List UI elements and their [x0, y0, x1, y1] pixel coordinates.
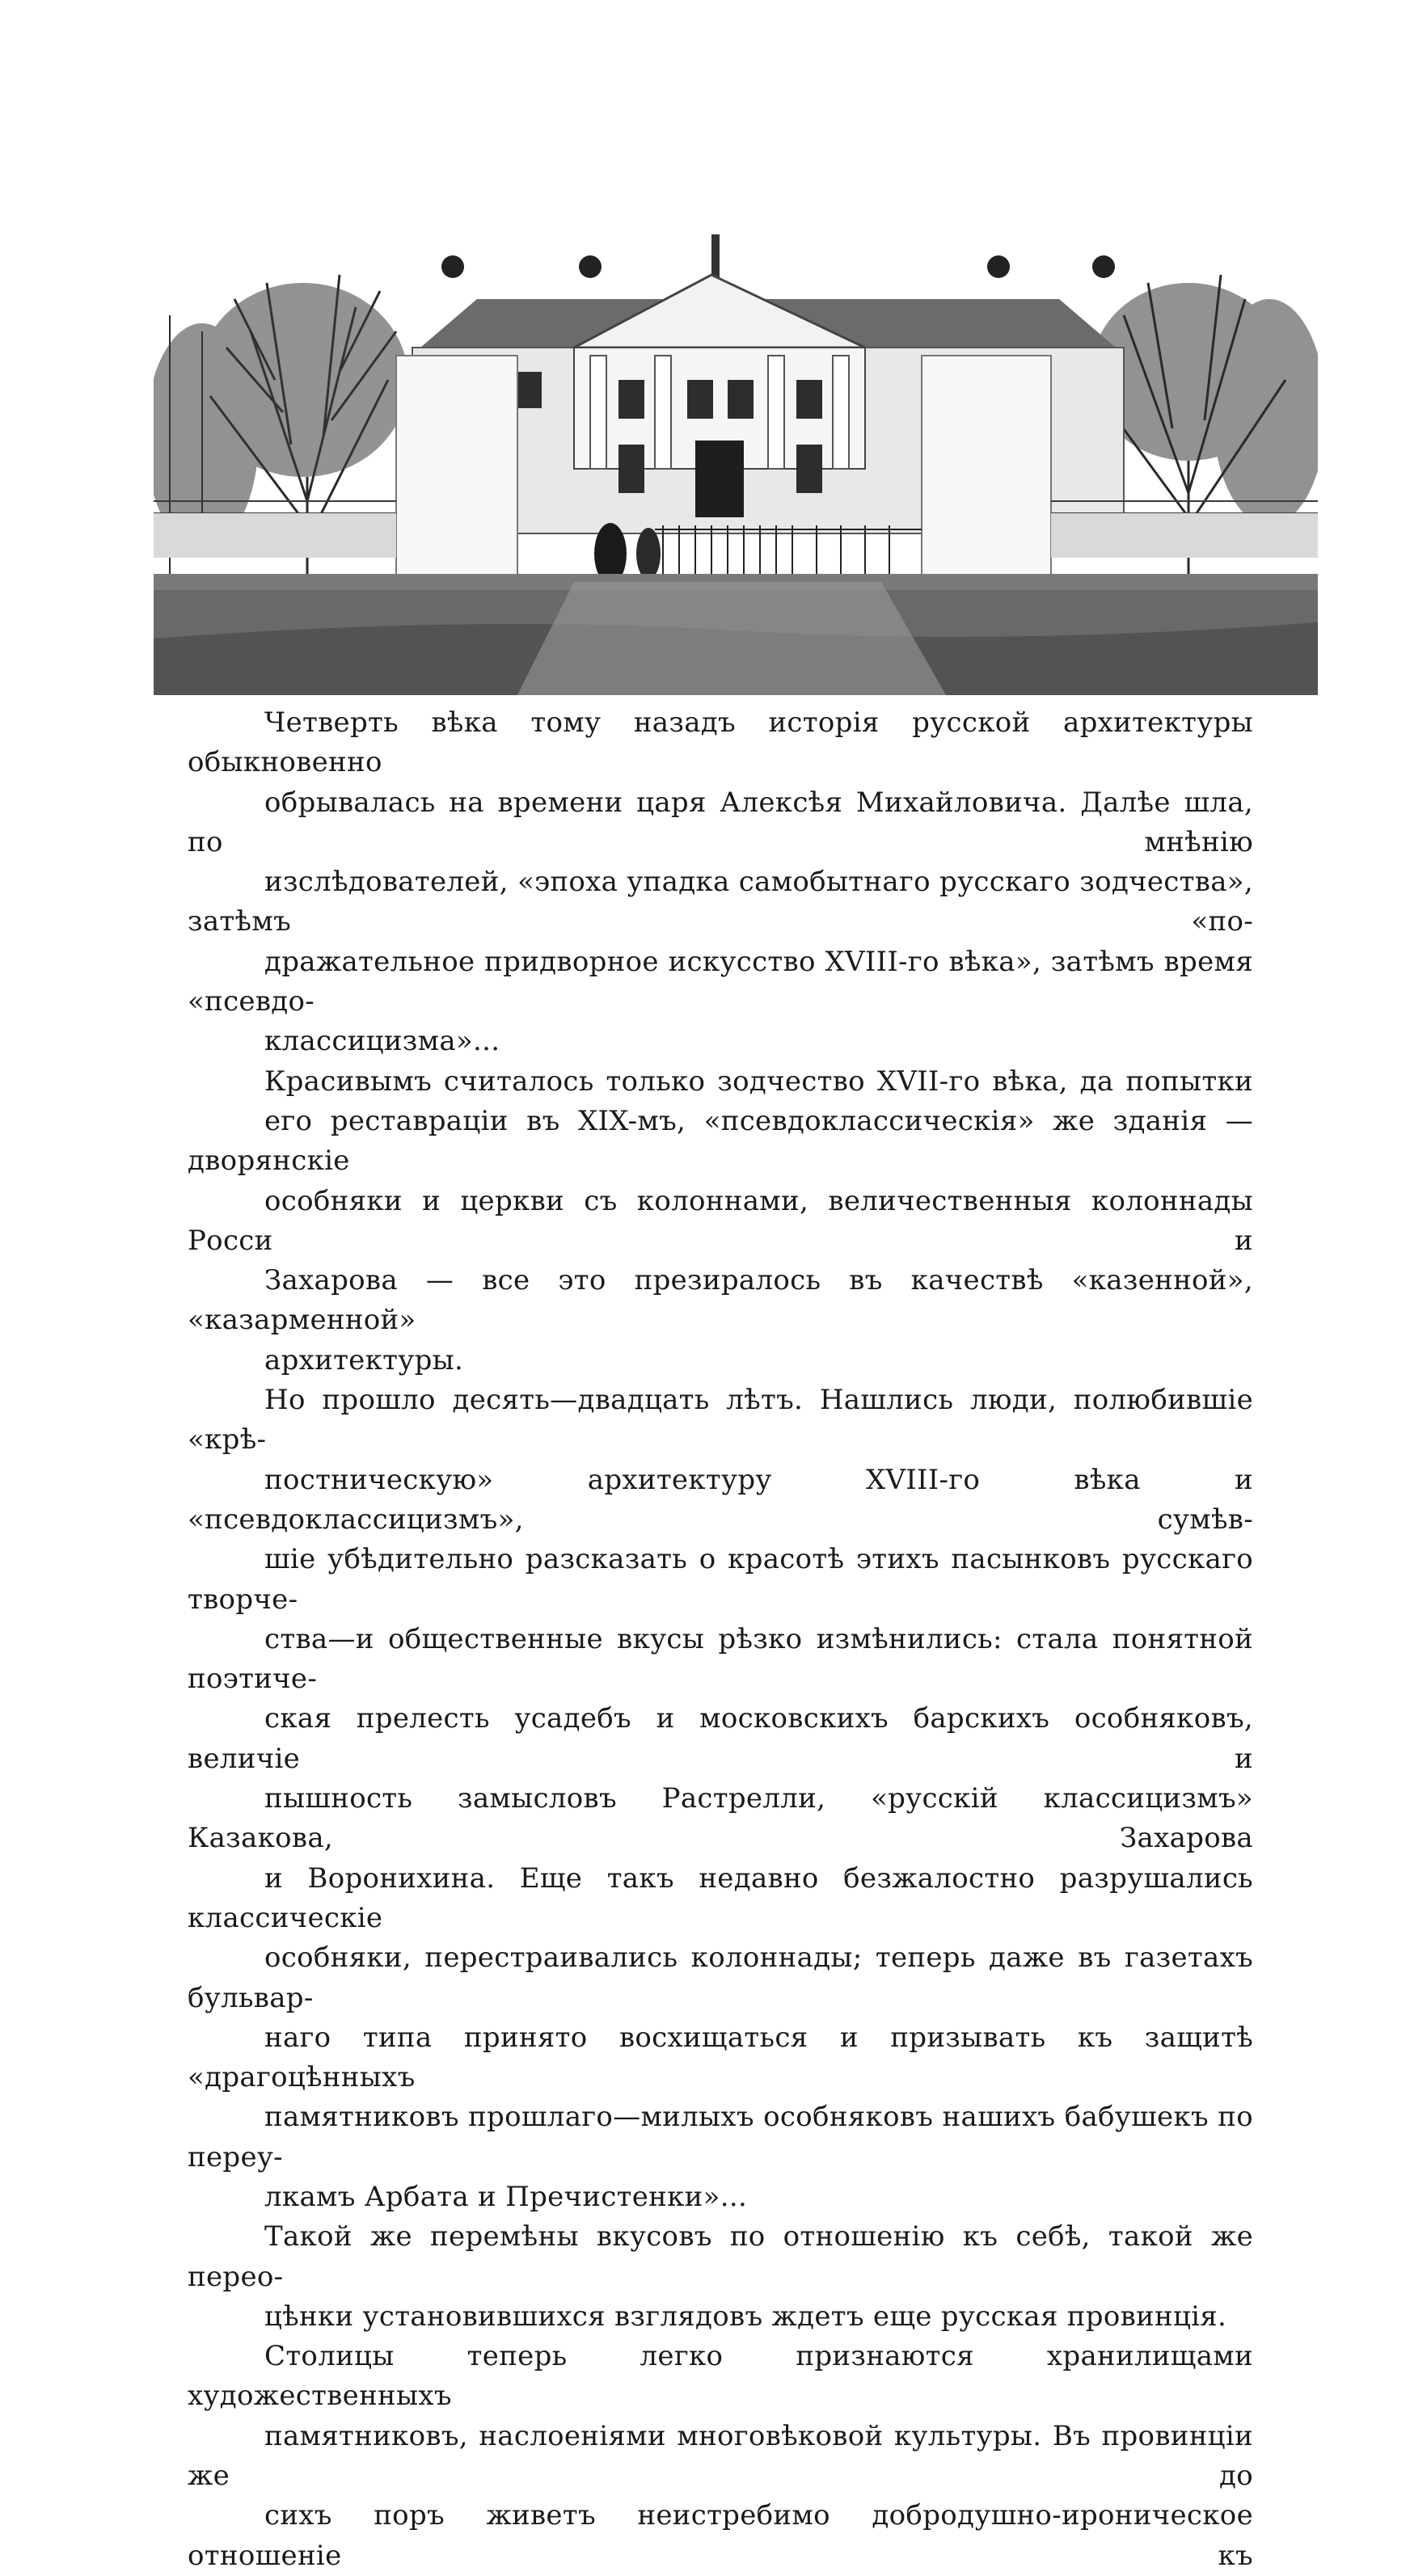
- paragraph-3: [188, 1381, 1253, 2217]
- text-line: особняки, перестраивались колоннады; теперь даже въ газетахъ бульвар-: [188, 1941, 1253, 2014]
- body-text: [188, 703, 1253, 2576]
- text-line: его реставраціи въ XIX-мъ, «псевдоклассическія» же зданія — дворянскіе: [188, 1104, 1253, 1178]
- paragraph-1: [188, 703, 1253, 1062]
- text-line: постническую» архитектуру XVIII-го вѣка и «псевдоклассицизмъ», сумѣв-: [188, 1463, 1253, 1536]
- text-line: пышность замысловъ Растрелли, «русскій классицизмъ» Казакова, Захарова: [188, 1782, 1253, 1855]
- paragraph-5: [188, 2337, 1253, 2576]
- text-line: изслѣдователей, «эпоха упадка самобытнаго русскаго зодчества», затѣмъ «по-: [188, 866, 1253, 938]
- text-line: памятниковъ прошлаго—милыхъ особняковъ нашихъ бабушекъ по переу-: [188, 2101, 1253, 2173]
- text-line: сихъ поръ живетъ неистребимо добродушно-ироническое отношеніе къ: [188, 2499, 1253, 2572]
- text-line: наго типа принято восхищаться и призывать къ защитѣ «драгоцѣнныхъ: [188, 2021, 1253, 2094]
- text-line: Захарова — все это презиралось въ качествѣ «казенной», «казарменной»: [188, 1264, 1253, 1337]
- building-photo: [154, 234, 1318, 695]
- text-line: цѣнки установившихся взглядовъ ждетъ еще русская провинція.: [264, 2300, 1227, 2333]
- paragraph-4: [188, 2217, 1253, 2337]
- text-line: Четверть вѣка тому назадъ исторія русской архитектуры обыкновенно: [188, 706, 1253, 779]
- text-line: ства—и общественные вкусы рѣзко измѣнились: стала понятной поэтиче-: [188, 1622, 1253, 1696]
- text-line: Такой же перемѣны вкусовъ по отношенію къ себѣ, такой же перео-: [188, 2220, 1253, 2293]
- text-line: обрывалась на времени царя Алексѣя Михайловича. Далѣе шла, по мнѣнію: [188, 786, 1253, 858]
- text-line: классицизма»...: [264, 1025, 500, 1058]
- text-line: архитектуры.: [264, 1343, 464, 1377]
- text-line: Столицы теперь легко признаются хранилищами художественныхъ: [188, 2340, 1253, 2413]
- text-line: Но прошло десять—двадцать лѣтъ. Нашлись люди, полюбившіе «крѣ-: [188, 1384, 1253, 1457]
- text-line: лкамъ Арбата и Пречистенки»...: [264, 2180, 748, 2213]
- text-line: памятниковъ, наслоеніями многовѣковой культуры. Въ провинціи же до: [188, 2419, 1253, 2493]
- text-line: шіе убѣдительно разсказать о красотѣ этихъ пасынковъ русскаго творче-: [188, 1543, 1253, 1616]
- text-line: Красивымъ считалось только зодчество XVII-го вѣка, да попытки: [264, 1065, 1253, 1098]
- text-line: ская прелесть усадебъ и московскихъ барскихъ особняковъ, величіе и: [188, 1702, 1253, 1775]
- text-line: и Воронихина. Еще такъ недавно безжалостно разрушались классическіе: [188, 1861, 1253, 1934]
- text-line: дражательное придворное искусство XVIII-го вѣка», затѣмъ время «псевдо-: [188, 945, 1253, 1018]
- text-line: особняки и церкви съ колоннами, величественныя колоннады Росси и: [188, 1184, 1253, 1257]
- paragraph-2: [188, 1062, 1253, 1381]
